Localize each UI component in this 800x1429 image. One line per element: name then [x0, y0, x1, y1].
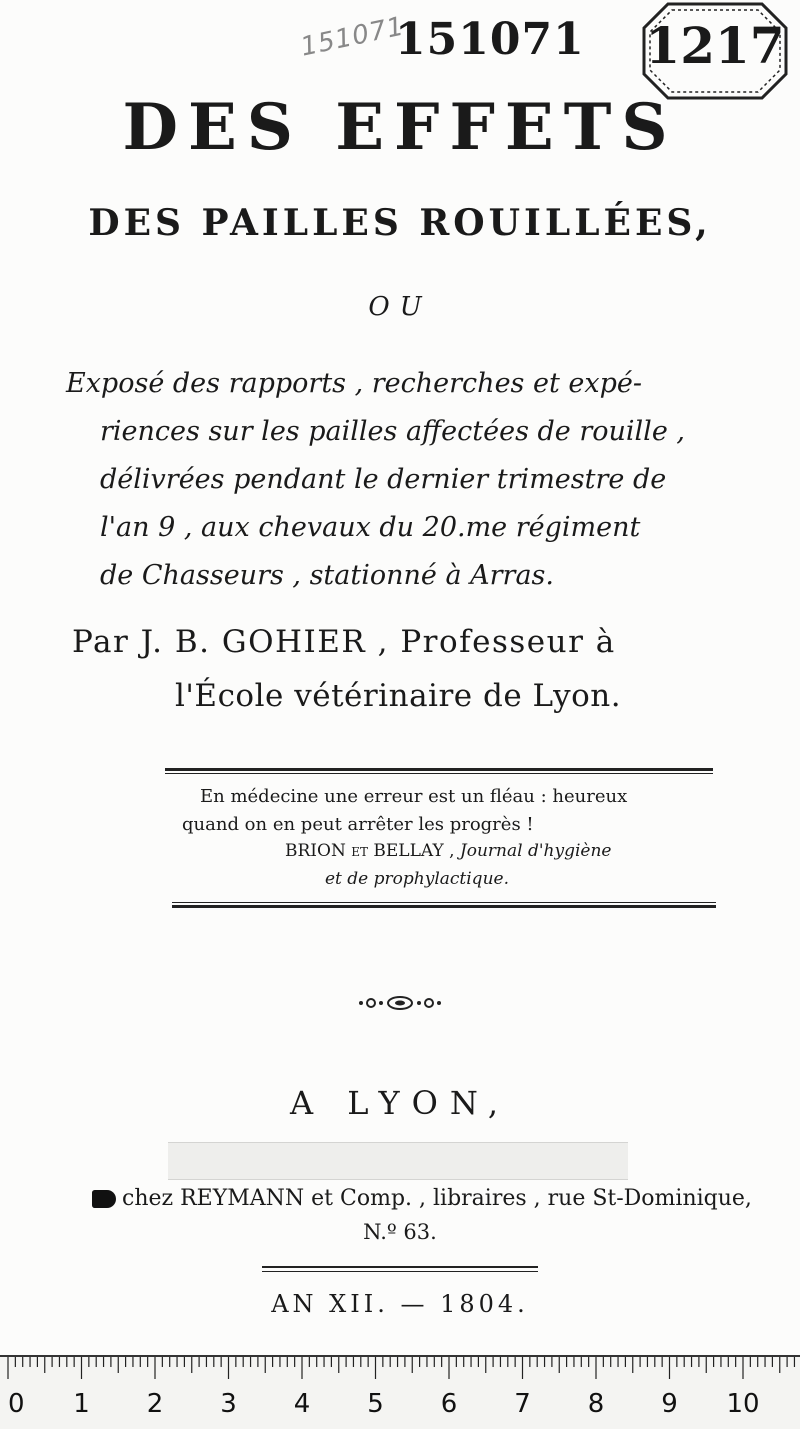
imprint-publisher: chez REYMANN et Comp. , libraires , rue St-Dominique, — [122, 1186, 752, 1211]
ruler-label: 1 — [73, 1389, 90, 1419]
imprint-rule-thin — [262, 1271, 538, 1272]
ruler-label: 2 — [146, 1389, 164, 1419]
measurement-ruler — [0, 1355, 800, 1429]
epigraph-journal-line-2: et de prophylactique. — [325, 869, 509, 889]
ruler-label: 5 — [367, 1389, 384, 1419]
imprint-publisher-line — [92, 1186, 752, 1211]
printer-hand-icon — [92, 1190, 116, 1208]
ruler-label: 10 — [726, 1389, 760, 1419]
title-conjunction: OU — [368, 292, 432, 322]
bottom-rule-thin — [172, 902, 716, 903]
epigraph-line-2: quand on en peut arrêter les progrès ! — [182, 814, 534, 835]
description-line-4: l'an 9 , aux chevaux du 20.me régiment — [100, 512, 641, 543]
octagon-stamp-number: 1217 — [645, 16, 785, 75]
ruler-label: 9 — [661, 1389, 678, 1419]
description-line-3: délivrées pendant le dernier trimestre de — [100, 464, 667, 495]
printed-catalog-number: 151071 — [395, 14, 585, 65]
author-line-1: Par J. B. GOHIER , Professeur à — [72, 624, 616, 660]
epigraph-line-1: En médecine une erreur est un fléau : heureux — [200, 786, 628, 807]
epigraph-journal: Journal d'hygiène — [459, 841, 612, 861]
ruler-label: 3 — [220, 1389, 237, 1419]
title-line-1: DES EFFETS — [122, 90, 678, 165]
ruler-label: 8 — [587, 1389, 605, 1419]
epigraph-authors: BRION et BELLAY , — [285, 841, 455, 861]
ruler-label: 6 — [440, 1389, 458, 1419]
bottom-rule — [172, 905, 716, 908]
ruler-label: 4 — [293, 1389, 311, 1419]
ruler-label: 7 — [514, 1389, 531, 1419]
title-line-2: DES PAILLES ROUILLÉES, — [88, 202, 712, 244]
imprint-rule — [262, 1266, 538, 1268]
epigraph-attribution — [285, 841, 611, 861]
octagon-stamp — [640, 0, 790, 102]
imprint-city: A LYON, — [290, 1084, 510, 1122]
top-rule-thin — [165, 773, 713, 774]
imprint-number: N.º 63. — [363, 1220, 437, 1244]
pasted-slip — [168, 1142, 628, 1180]
top-rule — [165, 768, 713, 771]
handwritten-catalog-number: 151071 — [298, 11, 408, 63]
description-line-5: de Chasseurs , stationné à Arras. — [100, 560, 554, 591]
description-line-1: Exposé des rapports , recherches et expé- — [66, 368, 642, 399]
author-line-2: l'École vétérinaire de Lyon. — [175, 678, 622, 714]
imprint-date: AN XII. — 1804. — [271, 1290, 529, 1318]
ornament-icon — [355, 992, 445, 1014]
ruler-label: 0 — [8, 1389, 25, 1419]
description-line-2: riences sur les pailles affectées de rouille , — [100, 416, 685, 447]
